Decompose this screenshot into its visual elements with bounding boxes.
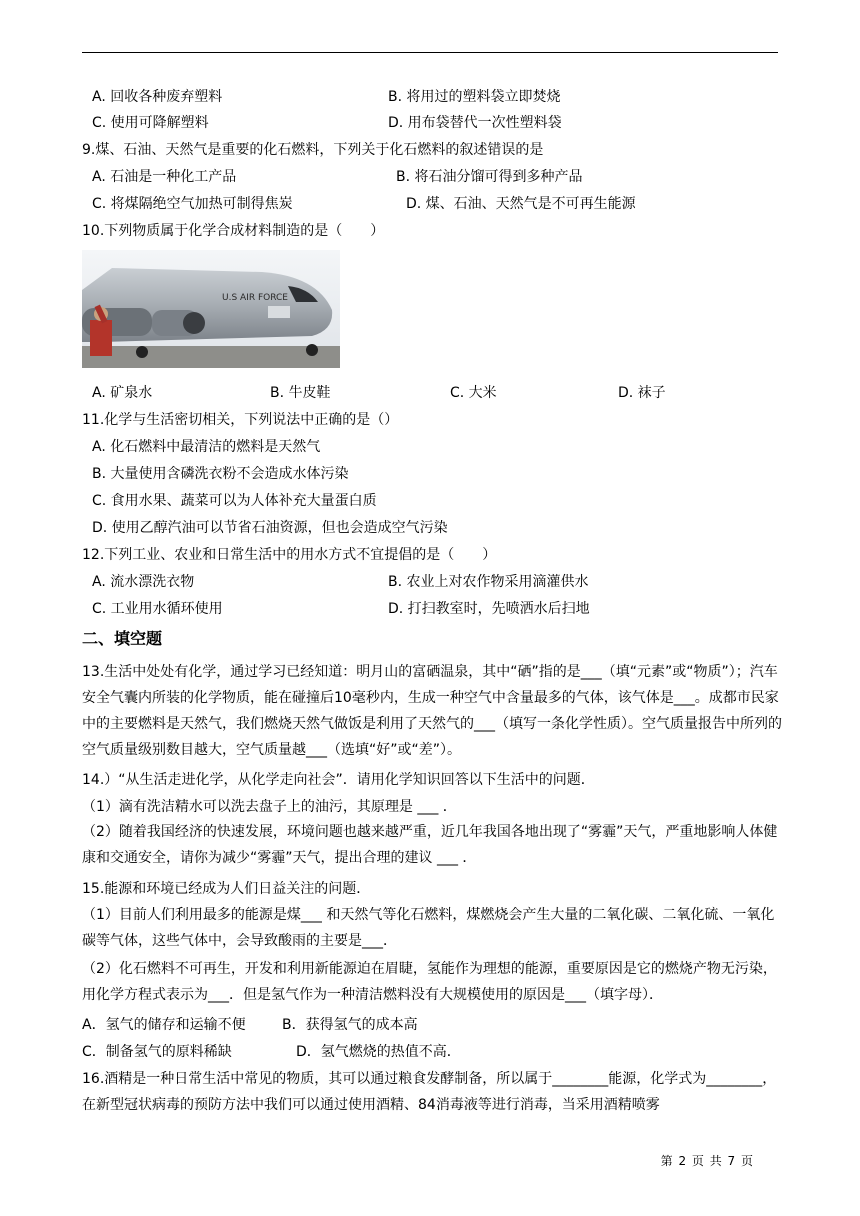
q14-part1: （1）滴有洗洁精水可以洗去盘子上的油污，其原理是 ___ ． <box>82 799 457 815</box>
q10-option-b: B. 牛皮鞋 <box>270 385 331 401</box>
airplane-photo <box>82 250 340 368</box>
q8-option-c: C. 使用可降解塑料 <box>92 115 209 131</box>
q14-stem: 14.）“从生活走进化学，从化学走向社会”．请用化学知识回答以下生活中的问题． <box>82 772 595 788</box>
q12-option-d: D. 打扫教室时，先喷洒水后扫地 <box>388 601 590 617</box>
q11-option-b: B. 大量使用含磷洗衣粉不会造成水体污染 <box>92 466 349 482</box>
q12-stem: 12.下列工业、农业和日常生活中的用水方式不宜提倡的是（ ） <box>82 547 497 563</box>
q11-stem: 11.化学与生活密切相关，下列说法中正确的是（） <box>82 412 399 428</box>
header-rule <box>82 52 778 53</box>
q12-option-a: A. 流水漂洗衣物 <box>92 574 195 590</box>
q8-option-a: A. 回收各种废弃塑料 <box>92 89 223 105</box>
q11-option-d: D. 使用乙醇汽油可以节省石油资源，但也会造成空气污染 <box>92 520 448 536</box>
q10-option-a: A. 矿泉水 <box>92 385 153 401</box>
q11-option-a: A. 化石燃料中最清洁的燃料是天然气 <box>92 439 321 455</box>
q16-text: 16.酒精是一种日常生活中常见的物质，其可以通过粮食发酵制备，所以属于________能源，化学式为________，在新型冠状病毒的预防方法中我们可以通过使用酒精、84消毒液等进行消毒，当采用酒精喷雾 <box>82 1071 777 1113</box>
page-number: 第 2 页 共 7 页 <box>660 1154 754 1168</box>
q11-option-c: C. 食用水果、蔬菜可以为人体补充大量蛋白质 <box>92 493 377 509</box>
q12-option-c: C. 工业用水循环使用 <box>92 601 223 617</box>
q15-part1: （1）目前人们利用最多的能源是煤___ 和天然气等化石燃料，煤燃烧会产生大量的二氧化碳、二氧化硫、一氧化碳等气体，这些气体中，会导致酸雨的主要是___． <box>82 907 775 949</box>
q14-part2: （2）随着我国经济的快速发展，环境问题也越来越严重，近几年我国各地出现了“雾霾”天气，严重地影响人体健康和交通安全，请你为减少“雾霾”天气，提出合理的建议 ___ ． <box>82 824 778 866</box>
q9-option-b: B. 将石油分馏可得到多种产品 <box>396 169 583 185</box>
q10-stem: 10.下列物质属于化学合成材料制造的是（ ） <box>82 223 385 239</box>
q9-stem: 9.煤、石油、天然气是重要的化石燃料，下列关于化石燃料的叙述错误的是 <box>82 142 544 158</box>
q8-option-b: B. 将用过的塑料袋立即焚烧 <box>388 89 561 105</box>
q15-option-c: C．制备氢气的原料稀缺 <box>82 1044 232 1060</box>
airplane-livery-text: U.S AIR FORCE <box>222 293 288 303</box>
q15-option-a: A．氢气的储存和运输不便 <box>82 1017 246 1033</box>
q9-option-d: D. 煤、石油、天然气是不可再生能源 <box>406 196 636 212</box>
q10-option-c: C. 大米 <box>450 385 497 401</box>
section-heading-fill-blank: 二、填空题 <box>82 629 163 648</box>
q9-option-a: A. 石油是一种化工产品 <box>92 169 237 185</box>
q15-option-d: D．氢气燃烧的热值不高． <box>296 1044 461 1060</box>
q12-option-b: B. 农业上对农作物采用滴灌供水 <box>388 574 589 590</box>
q13-text: 13.生活中处处有化学，通过学习已经知道：明月山的富硒温泉，其中“硒”指的是___（填“元素”或“物质”）；汽车安全气囊内所装的化学物质，能在碰撞后10毫秒内，生成一种空气中含量最多的气体，该气体是___。成都市民家中的主要燃料是天然气，我们燃烧天然气做饭是利用了天然气的___（填写一条化学性质）。空气质量报告中所列的空气质量级别数目越大，空气质量越___（选填“好”或“差”）。 <box>82 664 782 758</box>
q15-option-b: B．获得氢气的成本高 <box>282 1017 418 1033</box>
q9-option-c: C. 将煤隔绝空气加热可制得焦炭 <box>92 196 293 212</box>
q15-stem: 15.能源和环境已经成为人们日益关注的问题． <box>82 881 371 897</box>
q10-option-d: D. 袜子 <box>618 385 666 401</box>
q8-option-d: D. 用布袋替代一次性塑料袋 <box>388 115 562 131</box>
airplane-illustration <box>82 250 340 368</box>
q15-part2: （2）化石燃料不可再生，开发和利用新能源迫在眉睫，氢能作为理想的能源，重要原因是它的燃烧产物无污染，用化学方程式表示为___．但是氢气作为一种清洁燃料没有大规模使用的原因是___（填字母）． <box>82 961 777 1003</box>
